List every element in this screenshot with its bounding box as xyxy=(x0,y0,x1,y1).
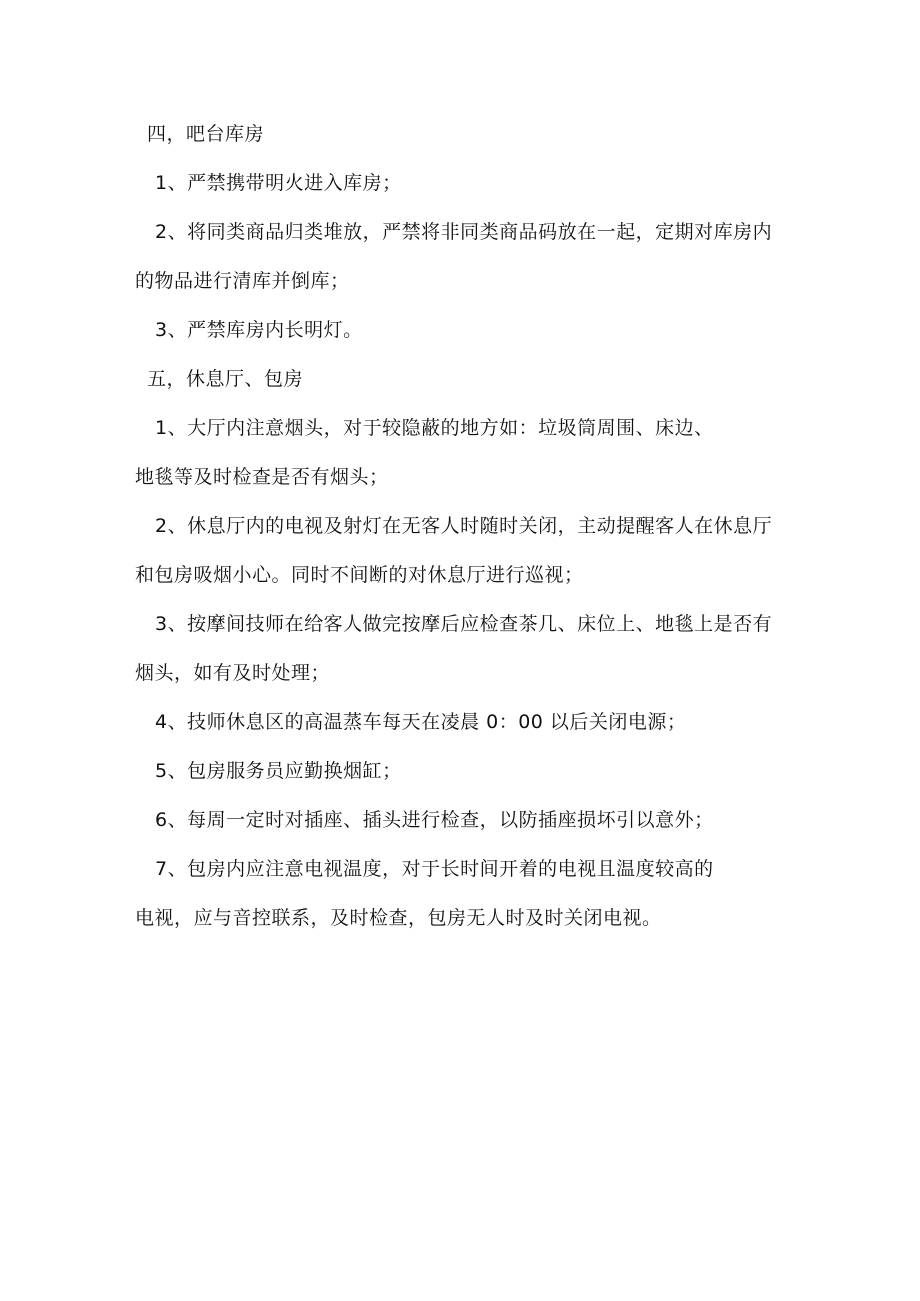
section-heading-lounge: 五，休息厅、包房 xyxy=(147,368,304,390)
paragraph-line-continuation: 地毯等及时检查是否有烟头； xyxy=(135,466,389,488)
paragraph-line: 2、将同类商品归类堆放，严禁将非同类商品码放在一起，定期对库房内 xyxy=(155,221,773,243)
paragraph-line: 3、严禁库房内长明灯。 xyxy=(155,319,363,341)
paragraph-line-continuation: 烟头，如有及时处理； xyxy=(135,662,331,684)
paragraph-line-continuation: 的物品进行清库并倒库； xyxy=(135,270,350,292)
paragraph-line: 7、包房内应注意电视温度，对于长时间开着的电视且温度较高的 xyxy=(155,858,714,880)
paragraph-line: 5、包房服务员应勤换烟缸； xyxy=(155,760,402,782)
paragraph-line: 1、大厅内注意烟头，对于较隐蔽的地方如：垃圾筒周围、床边、 xyxy=(155,417,714,439)
paragraph-line: 6、每周一定时对插座、插头进行检查，以防插座损坏引以意外； xyxy=(155,809,714,831)
paragraph-line: 1、严禁携带明火进入库房； xyxy=(155,172,402,194)
paragraph-line: 3、按摩间技师在给客人做完按摩后应检查茶几、床位上、地毯上是否有 xyxy=(155,613,773,635)
paragraph-line-continuation: 电视，应与音控联系，及时检查，包房无人时及时关闭电视。 xyxy=(135,907,662,929)
paragraph-line: 4、技师休息区的高温蒸车每天在凌晨 0：00 以后关闭电源； xyxy=(155,711,687,733)
paragraph-line-continuation: 和包房吸烟小心。同时不间断的对休息厅进行巡视； xyxy=(135,564,584,586)
paragraph-line: 2、休息厅内的电视及射灯在无客人时随时关闭，主动提醒客人在休息厅 xyxy=(155,515,773,537)
section-heading-storeroom: 四，吧台库房 xyxy=(147,123,265,145)
